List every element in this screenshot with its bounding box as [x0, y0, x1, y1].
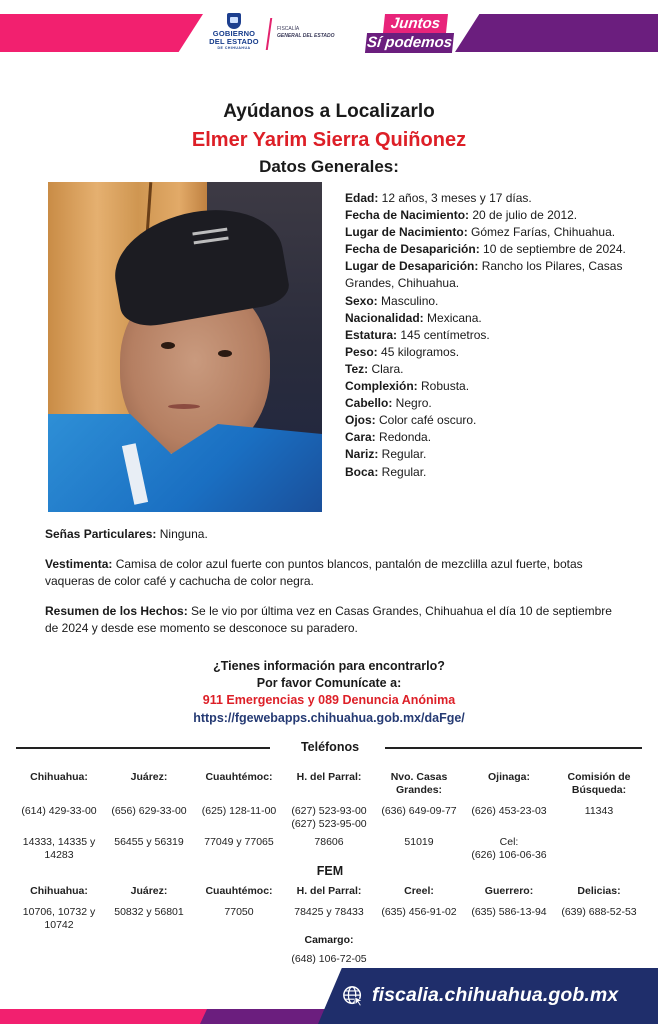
footer-pink-band: [0, 1009, 210, 1024]
camargo-label: Camargo:: [304, 934, 354, 946]
contact-question: ¿Tienes información para encontrarlo?: [213, 659, 445, 673]
tel-header: Comisión de Búsqueda:: [567, 771, 631, 796]
tel-cell: (626) 453-23-03: [471, 805, 547, 817]
tel-cell: 56455 y 56319: [114, 836, 184, 848]
gobierno-line2: DEL ESTADO: [209, 37, 259, 46]
fiscalia-line2: GENERAL DEL ESTADO: [277, 33, 335, 39]
tel-cell: 51019: [404, 836, 434, 848]
tel-cell: 78606: [314, 836, 344, 848]
footer-website-link[interactable]: fiscalia.chihuahua.gob.mx: [372, 984, 619, 1006]
tel-header: Chihuahua:: [30, 771, 88, 783]
info-fecha-nacimiento: Fecha de Nacimiento: 20 de julio de 2012.: [345, 208, 578, 223]
telefonos-title: Teléfonos: [300, 740, 360, 754]
tel-header: Juárez:: [130, 771, 168, 783]
info-fecha-desaparicion: Fecha de Desaparición: 10 de septiembre de 2024.: [345, 242, 626, 257]
fem-header-row: [14, 885, 644, 898]
contact-please: Por favor Comunícate a:: [256, 676, 402, 691]
tel-cell: (656) 629-33-00: [111, 805, 187, 817]
report-url-link[interactable]: https://fgewebapps.chihuahua.gob.mx/daFge/: [193, 710, 465, 725]
globe-cursor-icon: [342, 985, 364, 1007]
gobierno-line1: GOBIERNO: [212, 29, 256, 38]
fem-header: Delicias:: [577, 885, 621, 897]
fem-header: Creel:: [404, 885, 434, 897]
shield-icon: [227, 13, 241, 29]
info-estatura: Estatura: 145 centímetros.: [345, 327, 490, 342]
vestimenta: Vestimenta: Camisa de color azul fuerte con puntos blancos, pantalón de mezclilla azul fuerte, botas vaqueras de color café y cachucha de color negra.: [45, 557, 583, 588]
fem-header: Cuauhtémoc:: [205, 885, 273, 897]
telefonos-header-row: [14, 771, 644, 796]
info-sexo: Sexo: Masculino.: [345, 293, 439, 308]
divider-left: [16, 747, 270, 749]
fem-cell: (639) 688-52-53: [561, 906, 637, 918]
missing-person-name: Elmer Yarim Sierra Quiñonez: [191, 129, 467, 151]
slogan-logo: [366, 14, 453, 53]
info-peso: Peso: 45 kilogramos.: [345, 344, 460, 359]
info-complexion: Complexión: Robusta.: [345, 379, 470, 394]
extensions-row: [14, 836, 644, 861]
tel-cell: 77049 y 77065: [204, 836, 274, 848]
photo-eye-left: [161, 342, 175, 349]
tel-cell: (625) 128-11-00: [201, 805, 277, 817]
info-edad: Edad: 12 años, 3 meses y 17 días.: [345, 191, 532, 205]
fem-header: Chihuahua:: [30, 885, 88, 897]
resumen-hechos: Resumen de los Hechos: Se le vio por última vez en Casas Grandes, Chihuahua el día 10 de septiembre de 2024 y desde ese momento se desconoce su paradero.: [45, 604, 612, 635]
photo-mouth: [168, 404, 200, 409]
fem-header: H. del Parral:: [296, 885, 362, 897]
header-purple-band: [455, 14, 658, 52]
tel-cell: 14333, 14335 y 14283: [22, 836, 96, 861]
fem-cell: 78425 y 78433: [294, 906, 364, 918]
tel-cell: 11343: [584, 805, 614, 817]
info-boca: Boca: Regular.: [345, 464, 427, 479]
info-nariz: Nariz: Regular.: [345, 447, 427, 462]
fem-cell: (635) 586-13-94: [471, 906, 547, 918]
fem-row: [14, 906, 644, 931]
info-nacionalidad: Nacionalidad: Mexicana.: [345, 310, 482, 325]
fem-header: Juárez:: [130, 885, 168, 897]
fiscalia-logo: [277, 26, 335, 40]
header-separator: [266, 18, 272, 50]
telefonos-row: [14, 805, 644, 830]
fiscalia-line1: FISCALÍA: [277, 26, 300, 32]
info-lugar-desaparicion: Lugar de Desaparición: Rancho los Pilares, Casas Grandes, Chihuahua.: [345, 259, 623, 291]
tel-cell: [554, 836, 644, 861]
senas-particulares: Señas Particulares: Ninguna.: [45, 527, 208, 541]
slogan-line2: Sí podemos: [366, 34, 453, 51]
section-title: Datos Generales:: [259, 157, 399, 176]
fem-cell: (635) 456-91-02: [381, 906, 457, 918]
missing-person-photo: [48, 182, 322, 512]
camargo-phone: (648) 106-72-05: [291, 953, 367, 965]
tel-cell: (627) 523-93-00 (627) 523-95-00: [291, 805, 367, 830]
info-cara: Cara: Redonda.: [345, 430, 432, 445]
tel-header: H. del Parral:: [296, 771, 362, 783]
fem-title: FEM: [316, 864, 344, 878]
page-title: Ayúdanos a Localizarlo: [223, 101, 435, 122]
fem-header: Guerrero:: [484, 885, 534, 897]
divider-right: [385, 747, 642, 749]
emergency-numbers: 911 Emergencias y 089 Denuncia Anónima: [202, 693, 456, 708]
tel-cell: (614) 429-33-00: [21, 805, 97, 817]
contact-block: [0, 658, 658, 727]
tel-header: Nvo. Casas Grandes:: [390, 771, 448, 796]
info-tez: Tez: Clara.: [345, 361, 404, 376]
gobierno-line3: DE CHIHUAHUA: [217, 46, 251, 50]
slogan-line1: Juntos: [383, 14, 448, 33]
tel-cell: Cel: (626) 106-06-36: [471, 836, 547, 861]
info-lugar-nacimiento: Lugar de Nacimiento: Gómez Farías, Chihuahua.: [345, 225, 616, 240]
gobierno-estado-logo: [205, 13, 263, 55]
photo-eye-right: [218, 350, 232, 357]
info-cabello: Cabello: Negro.: [345, 396, 432, 411]
info-ojos: Ojos: Color café oscuro.: [345, 413, 477, 428]
tel-header: Ojinaga:: [487, 771, 530, 783]
fem-cell: 77050: [224, 906, 254, 918]
fem-cell: 10706, 10732 y 10742: [22, 906, 96, 931]
fem-cell: 50832 y 56801: [114, 906, 184, 918]
header-pink-band: [0, 14, 203, 52]
tel-cell: (636) 649-09-77: [381, 805, 457, 817]
general-data-list: [345, 190, 635, 481]
tel-header: Cuauhtémoc:: [205, 771, 273, 783]
